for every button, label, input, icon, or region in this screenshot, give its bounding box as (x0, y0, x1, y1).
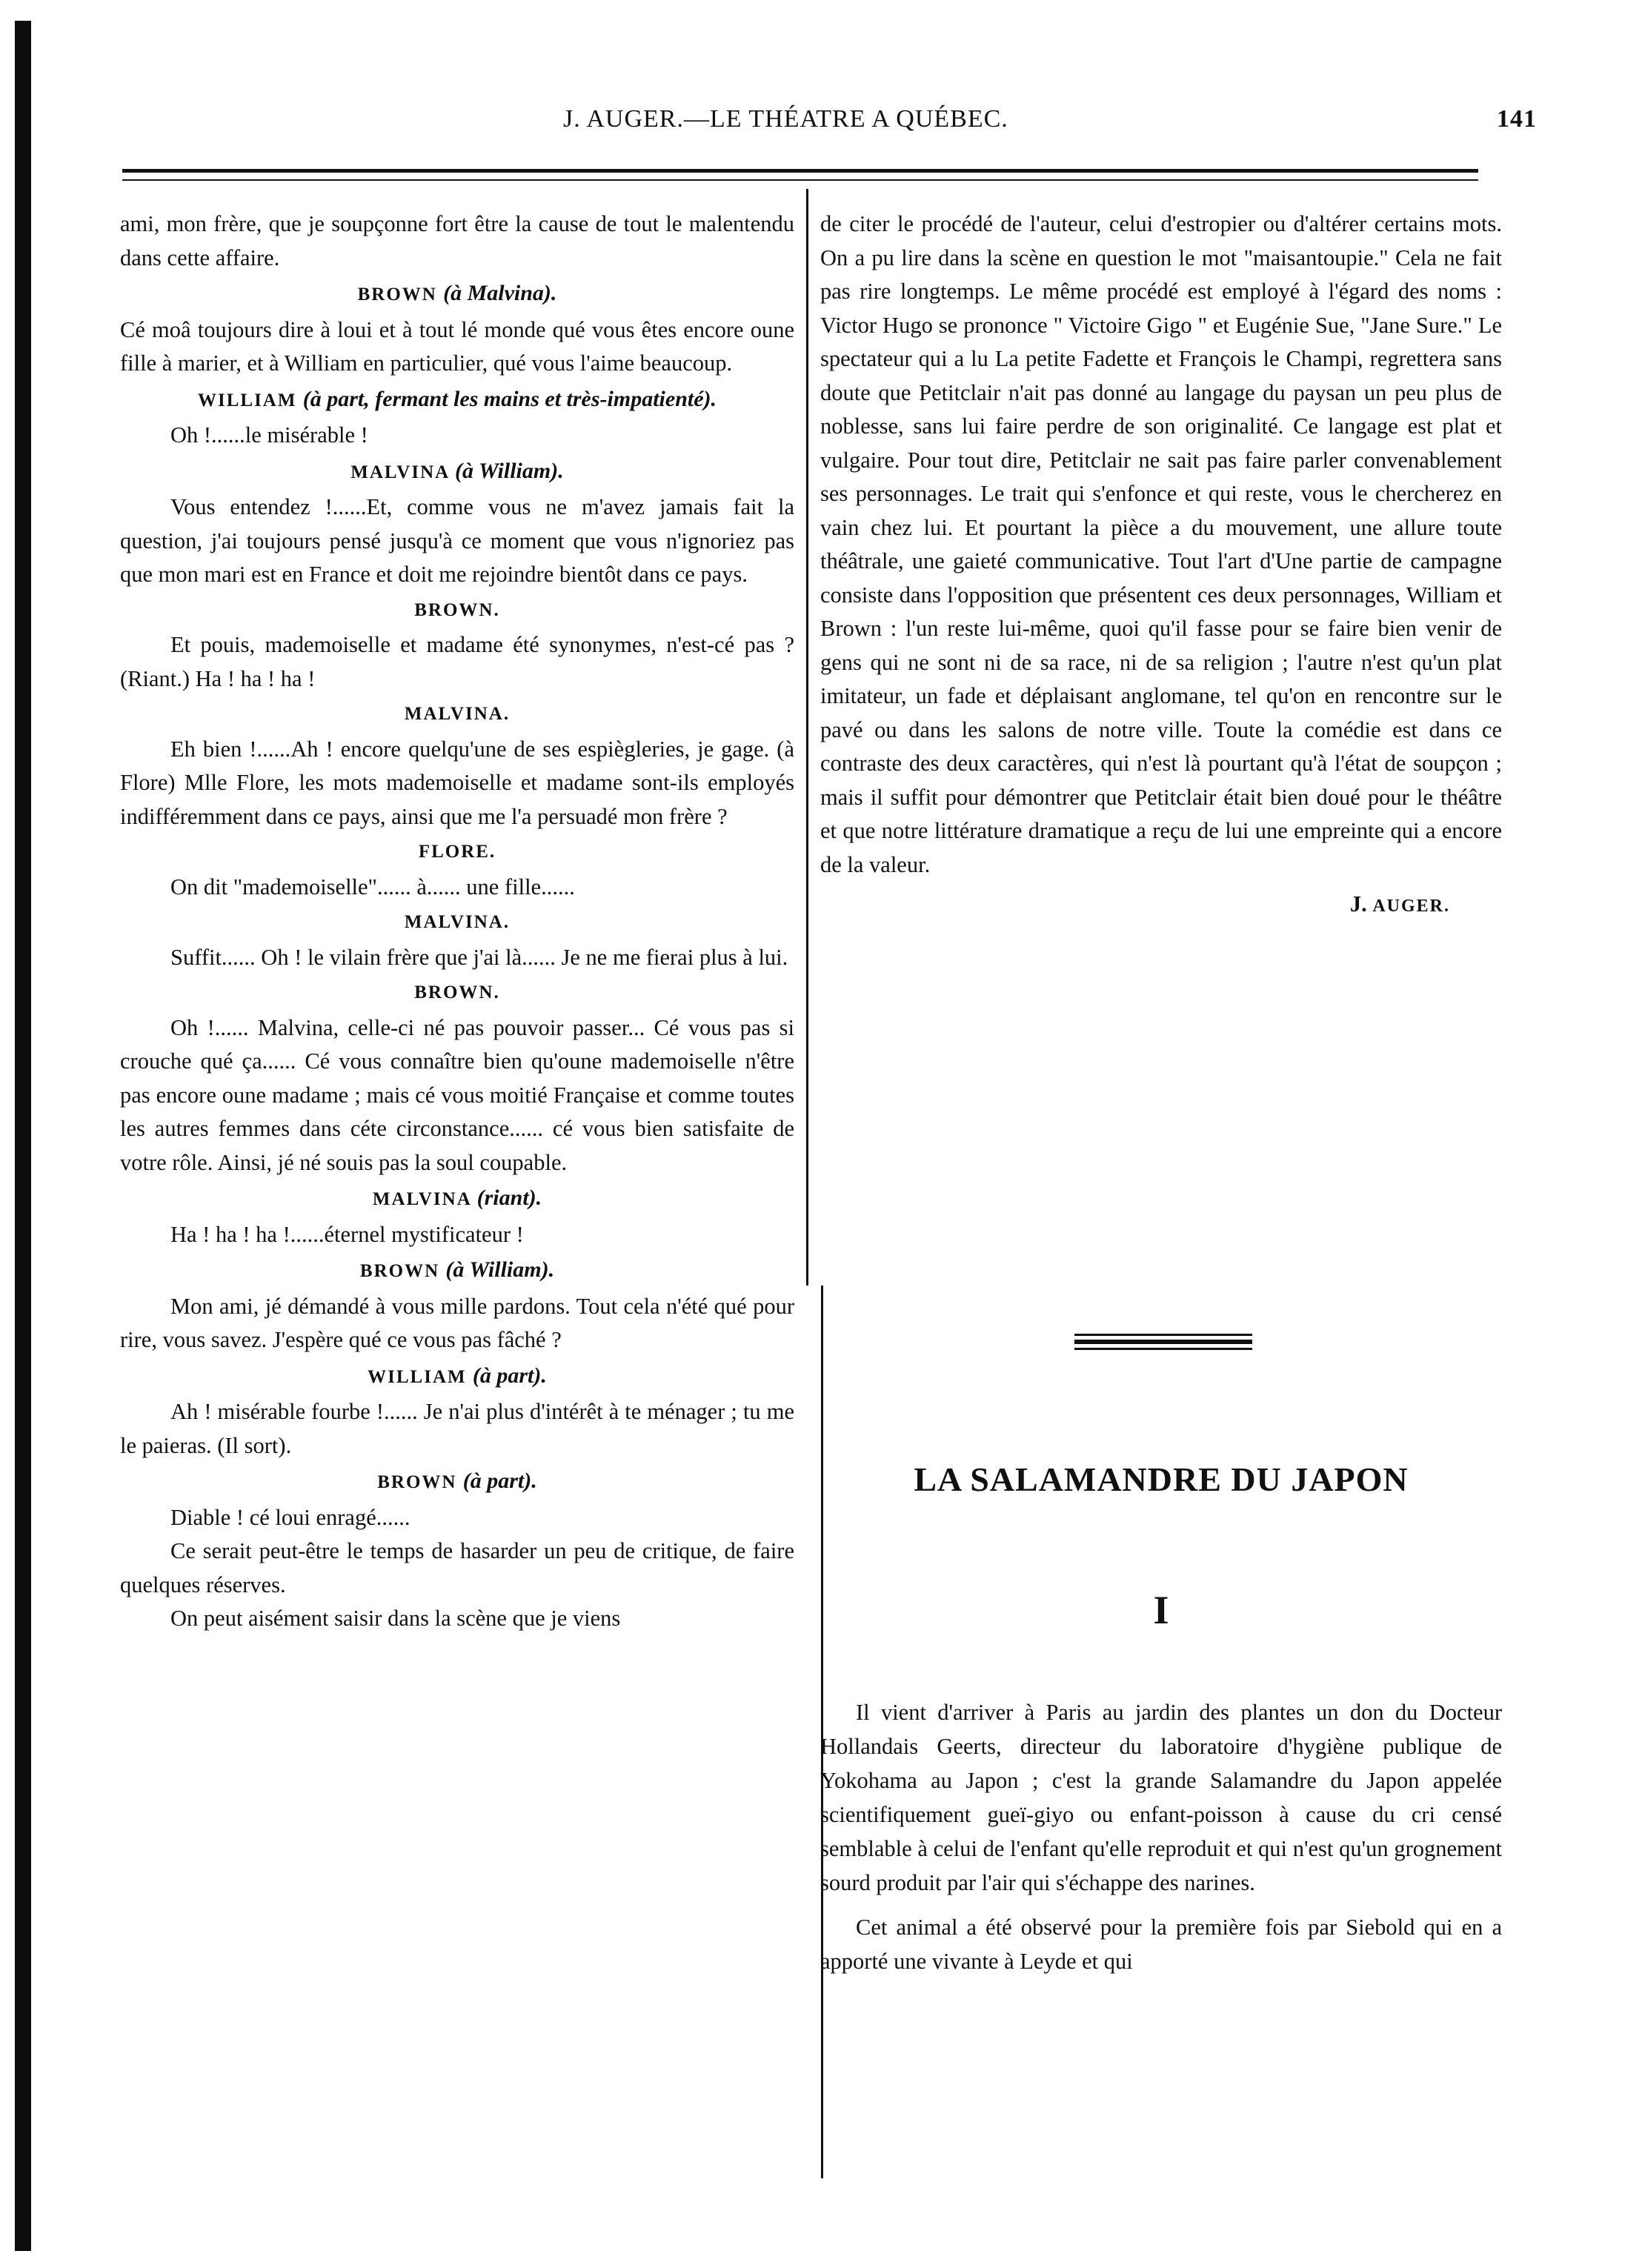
speaker-cue (120, 976, 794, 1010)
speaker-cue (120, 1181, 794, 1217)
text-paragraph: Ce serait peut-être le temps de hasarder un peu de critique, de faire quelques réserves. (120, 1538, 794, 1597)
text-paragraph: Vous entendez !......Et, comme vous ne m'avez jamais fait la question, j'ai toujours pensé jusqu'à ce moment que vous n'ignoriez pas que mon mari est en France et doit me rejoindre bientôt dans ce pays. (120, 494, 794, 587)
speaker-name: BROWN (357, 285, 437, 305)
speaker-cue (120, 276, 794, 312)
text-paragraph: Mon ami, jé démandé à vous mille pardons. Tout cela n'été qué pour rire, vous savez. J'espère qué ce vous pas fâché ? (120, 1293, 794, 1352)
speaker-cue (120, 835, 794, 869)
article-title: LA SALAMANDRE DU JAPON (914, 1460, 1409, 1498)
stage-direction: (à William). (445, 1257, 555, 1282)
speaker-name: BROWN. (414, 982, 500, 1002)
speaker-name: BROWN. (414, 599, 500, 620)
right-column (820, 207, 1502, 924)
stage-direction: (riant). (476, 1185, 542, 1210)
speaker-cue (120, 382, 794, 418)
running-header: J. AUGER.—LE THÉATRE A QUÉBEC. (563, 105, 1008, 133)
speaker-name: WILLIAM (368, 1366, 467, 1387)
binding-edge (15, 21, 31, 2251)
stage-direction: (à William). (455, 458, 564, 483)
text-paragraph: ami, mon frère, que je soupçonne fort être la cause de tout le malentendu dans cette affaire. (120, 211, 794, 270)
text-paragraph: On peut aisément saisir dans la scène que je viens (170, 1606, 621, 1631)
text-paragraph: Oh !...... Malvina, celle-ci né pas pouvoir passer... Cé vous pas si crouche qué ça...... Cé vous connaître bien qu'oune mademoiselle n'être pas encore oune madame ; mais cé vous moitié Française et comme toutes les autres femmes dans céte circonstance...... cé vous bien satisfaite de votre rôle. Ainsi, jé né souis pas la soul coupable. (120, 1014, 794, 1175)
speaker-cue (120, 905, 794, 940)
left-column (120, 207, 794, 1636)
article-paragraph: Cet animal a été observé pour la première fois par Siebold qui en a apporté une vivante à Leyde et qui (820, 1915, 1502, 1974)
text-paragraph: de citer le procédé de l'auteur, celui d'estropier ou d'altérer certains mots. On a pu lire dans la scène en question le mot "maisantoupie." Cela ne fait pas rire longtemps. Le même procédé est employé à l'égard des noms : Victor Hugo se prononce " Victoire Gigo " et Eugénie Sue, "Jane Sure." Le spectateur qui a lu La petite Fadette et François le Champi, regrettera sans doute que Petitclair n'ait pas donné au langage du paysan un peu plus de noblesse, sans lui faire perdre de son originalité. Ce langage est plat et vulgaire. Pour tout dire, Petitclair ne sait pas faire parler convenablement ses personnages. Le trait qui s'enfonce et qui reste, vous le chercherez en vain chez lui. Et pourtant la pièce a du mouvement, une allure toute théâtrale, une gaieté communicative. Tout l'art d'Une partie de campagne consiste dans l'opposition que présentent ces deux personnages, William et Brown : l'un reste lui-même, quoi qu'il fasse pour se faire bien venir de gens qui ne sont ni de sa race, ni de sa religion ; l'autre n'est qu'un plat imitateur, un fade et déplaisant anglomane, tel qu'on en rencontre sur le pavé ou dans les salons de notre ville. Toute la comédie est dans ce contraste des deux caractères, qui n'est là pourtant qu'à l'état de soupçon ; mais il suffit pour démontrer que Petitclair était bien doué pour le théâtre et que notre littérature dramatique a reçu de lui une empreinte qui a encore de la valeur. (820, 211, 1502, 877)
speaker-name: MALVINA (372, 1189, 471, 1209)
stage-direction: (à part). (472, 1363, 547, 1388)
text-paragraph: Suffit...... Oh ! le vilain frère que j'ai là...... Je ne me fierai plus à lui. (170, 944, 788, 970)
speaker-cue (120, 697, 794, 731)
speaker-name: MALVINA (350, 462, 449, 482)
text-paragraph: Diable ! cé loui enragé...... (170, 1504, 410, 1530)
speaker-cue (120, 454, 794, 490)
speaker-cue (120, 1464, 794, 1500)
signature-initial: J. (1349, 891, 1373, 917)
article-body (820, 1695, 1502, 1978)
page-number: 141 (1497, 105, 1537, 133)
text-paragraph: Cé moâ toujours dire à loui et à tout lé monde qué vous êtes encore oune fille à marier, et à William en particulier, qué vous l'aime beaucoup. (120, 316, 794, 376)
speaker-name: MALVINA. (404, 912, 511, 932)
speaker-cue (120, 593, 794, 628)
text-paragraph: Oh !......le misérable ! (170, 422, 368, 448)
stage-direction: (à Malvina). (443, 281, 557, 305)
section-ornament (1008, 1334, 1319, 1350)
stage-direction: (à part). (462, 1469, 537, 1493)
article-paragraph: Il vient d'arriver à Paris au jardin des plantes un don du Docteur Hollandais Geerts, directeur du laboratoire d'hygiène publique de Yokohama au Japon ; c'est la grande Salamandre du Japon appelée scientifiquement gueï-giyo ou enfant-poisson à cause du cri censé semblable à celui de l'enfant qu'elle reproduit et qui n'est qu'un grognement sourd produit par l'air qui s'échappe des narines. (820, 1700, 1502, 1895)
speaker-cue (120, 1253, 794, 1288)
text-paragraph: Et pouis, mademoiselle et madame été synonymes, n'est-cé pas ? (Riant.) Ha ! ha ! ha ! (120, 632, 794, 691)
section-numeral: I (1153, 1588, 1169, 1632)
speaker-name: FLORE. (418, 842, 496, 862)
stage-direction: (à part, fermant les mains et très-impatienté). (302, 386, 717, 411)
text-paragraph: Ah ! misérable fourbe !...... Je n'ai plus d'intérêt à te ménager ; tu me le paieras. (Il sort). (120, 1399, 794, 1458)
speaker-cue (120, 1359, 794, 1394)
header-rule-thin (122, 179, 1478, 181)
column-divider-upper (806, 189, 808, 1286)
signature-name: AUGER. (1372, 897, 1450, 916)
text-paragraph: Eh bien !......Ah ! encore quelqu'une de ses espiègleries, je gage. (à Flore) Mlle Flore, les mots mademoiselle et madame sont-ils employés indifféremment dans ce pays, ainsi que me l'a persuadé mon frère ? (120, 736, 794, 829)
text-paragraph: On dit "mademoiselle"...... à...... une fille...... (170, 874, 575, 899)
speaker-name: BROWN (359, 1261, 440, 1281)
author-signature (820, 888, 1502, 924)
speaker-name: WILLIAM (197, 390, 297, 410)
speaker-name: MALVINA. (404, 704, 511, 724)
header-rule-thick (122, 169, 1478, 173)
speaker-name: BROWN (377, 1472, 457, 1492)
text-paragraph: Ha ! ha ! ha !......éternel mystificateur ! (170, 1221, 524, 1247)
